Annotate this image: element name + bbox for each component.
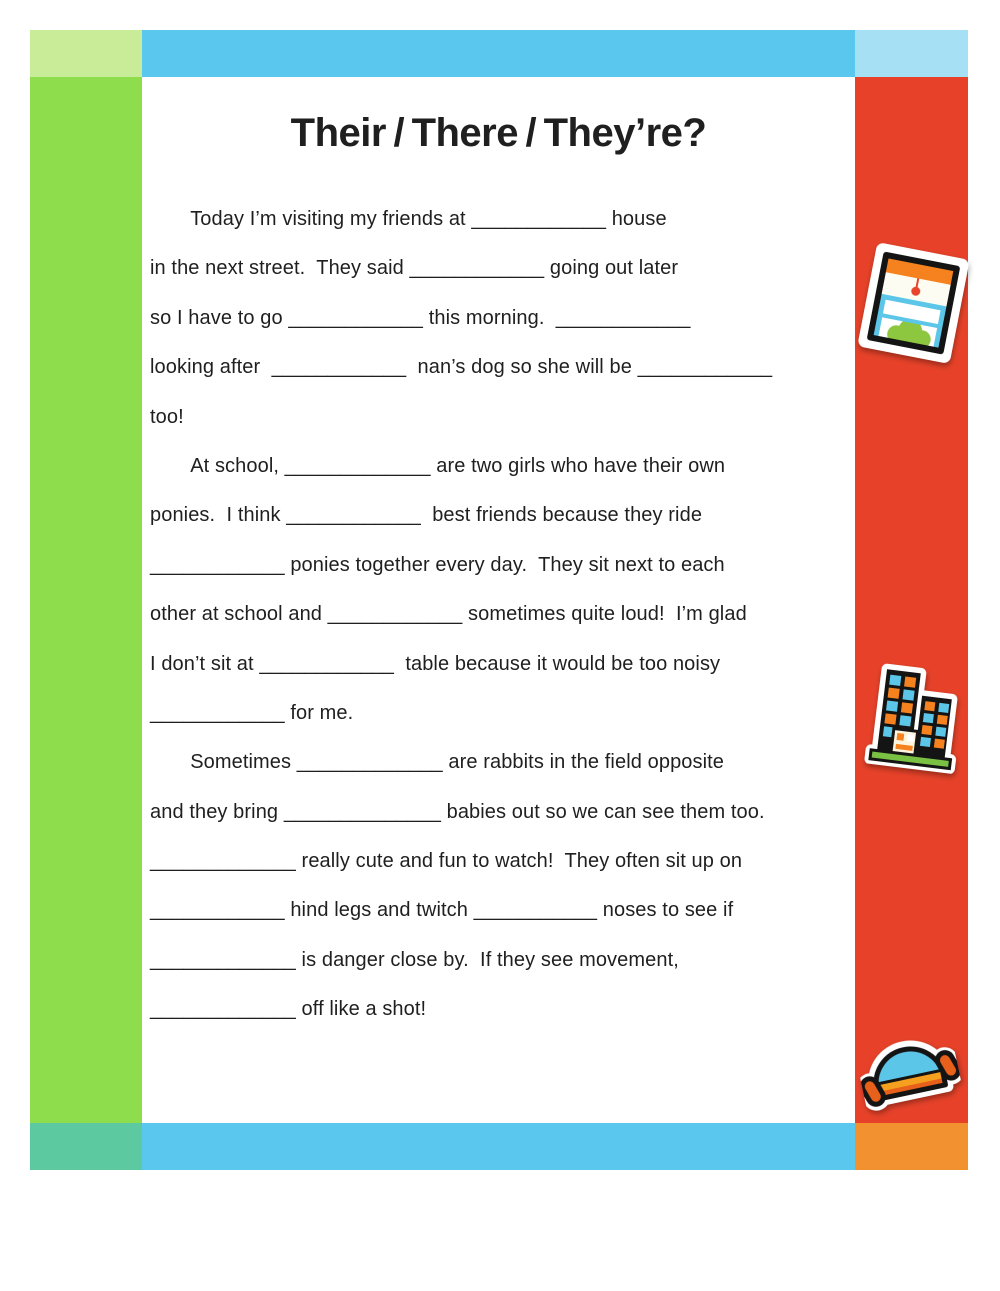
worksheet-line: Today I’m visiting my friends at ____________ house <box>150 208 667 230</box>
frame-corner-top-right <box>855 30 968 77</box>
buildings-sticker-icon <box>863 662 967 779</box>
worksheet-line: looking after ____________ nan’s dog so she will be ____________ <box>150 356 773 379</box>
frame-left-strip <box>30 77 142 1123</box>
worksheet-body <box>150 195 850 1035</box>
worksheet-line: and they bring ______________ babies out so we can see them too. <box>150 800 765 823</box>
frame-bottom-strip <box>142 1123 855 1170</box>
worksheet-line: _____________ off like a shot! <box>150 998 427 1021</box>
worksheet-line: At school, _____________ are two girls who have their own <box>150 454 726 477</box>
worksheet-line: so I have to go ____________ this morning. ____________ <box>150 306 691 329</box>
worksheet-line: too! <box>150 405 184 428</box>
frame-corner-bottom-left <box>30 1123 142 1170</box>
frame-corner-top-left <box>30 30 142 77</box>
worksheet-line: ponies. I think ____________ best friends because they ride <box>150 504 703 527</box>
worksheet-line: ____________ for me. <box>150 701 354 724</box>
worksheet-line: ____________ hind legs and twitch ___________ noses to see if <box>150 899 734 922</box>
worksheet-line: _____________ really cute and fun to watch! They often sit up on <box>150 850 743 873</box>
worksheet-line: ____________ ponies together every day. They sit next to each <box>150 553 725 576</box>
worksheet-line: I don’t sit at ____________ table because it would be too noisy <box>150 652 721 675</box>
worksheet-line: in the next street. They said ____________ going out later <box>150 257 679 280</box>
frame-corner-bottom-right <box>855 1123 968 1170</box>
worksheet-title: Their / There / They’re? <box>290 110 707 155</box>
frame-right-strip <box>855 77 968 1123</box>
worksheet-line: _____________ is danger close by. If they see movement, <box>150 948 679 971</box>
worksheet-line: Sometimes _____________ are rabbits in the field opposite <box>150 751 725 774</box>
worksheet-line: other at school and ____________ sometimes quite loud! I’m glad <box>150 603 747 626</box>
frame-top-strip <box>142 30 855 77</box>
